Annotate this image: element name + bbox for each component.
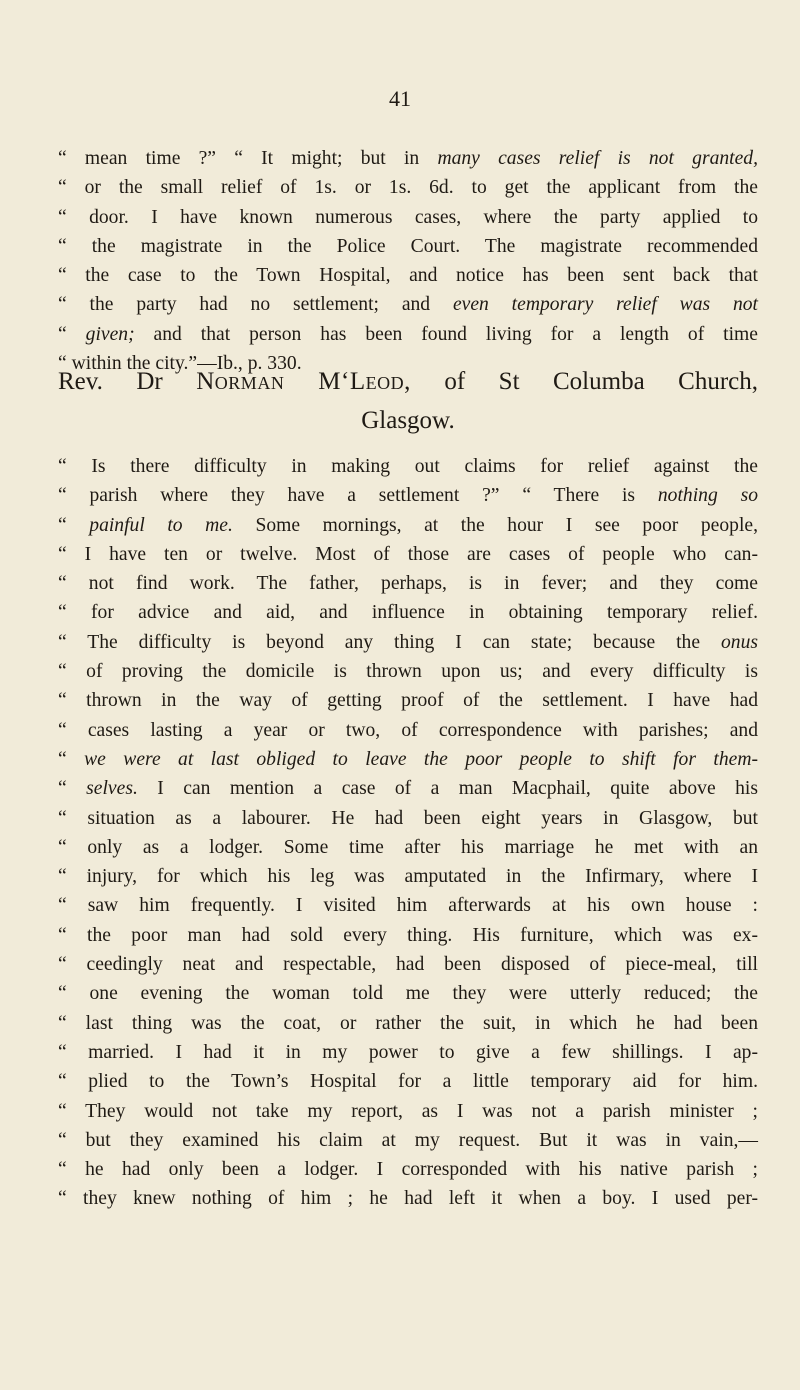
text-segment: and that person has been found living for a length of time: [134, 323, 758, 345]
text-segment: “ The difficulty is beyond any thing I can state; because the: [58, 631, 721, 653]
text-line: [58, 1097, 758, 1126]
text-segment: “ parish where they have a settlement ?” “ There is: [58, 485, 658, 507]
text-line: [58, 1184, 758, 1213]
text-line: [58, 569, 758, 598]
text-segment: “ or the small relief of 1s. or 1s. 6d. to get the applicant from the: [58, 177, 758, 199]
text-line: [58, 686, 758, 715]
text-line: [58, 774, 758, 803]
witness-heading: [58, 362, 758, 440]
italic-text: many cases relief is not granted,: [437, 148, 758, 169]
text-line: [58, 891, 758, 920]
text-segment: “ the magistrate in the Police Court. The magistrate recommended: [58, 235, 758, 257]
text-segment: I can mention a case of a man Macphail, quite above his: [137, 778, 758, 800]
text-segment: “ plied to the Town’s Hospital for a little temporary aid for him.: [58, 1071, 758, 1093]
text-line: [58, 481, 758, 510]
text-segment: “ not find work. The father, perhaps, is in fever; and they come: [58, 573, 758, 595]
text-segment: “: [58, 748, 85, 770]
text-segment: “ mean time ?” “ It might; but in: [58, 148, 438, 169]
text-line: [58, 745, 758, 774]
text-segment: “: [58, 778, 87, 800]
quotation-block-1: [58, 144, 758, 378]
text-segment: “ they knew nothing of him ; he had left it when a boy. I used per-: [58, 1188, 758, 1210]
italic-text: we were at last obliged to leave the poor people to shift for them-: [84, 748, 758, 770]
text-segment: “ the case to the Town Hospital, and notice has been sent back that: [58, 265, 758, 287]
text-line: [58, 628, 758, 657]
text-segment: “ I have ten or twelve. Most of those are cases of people who can-: [58, 543, 758, 565]
text-line: [58, 320, 758, 349]
text-segment: “ the poor man had sold every thing. His furniture, which was ex-: [58, 924, 758, 946]
text-line: [58, 173, 758, 202]
italic-text: even temporary relief was not: [452, 294, 758, 316]
page-number: 41: [389, 86, 411, 111]
italic-text: nothing so: [657, 485, 758, 507]
text-line: [58, 290, 758, 319]
witness-place: Glasgow.: [361, 407, 455, 434]
text-segment: “ within the city.”—Ib., p. 330.: [58, 353, 302, 375]
italic-text: painful to me.: [89, 514, 233, 536]
text-line: [58, 232, 758, 261]
text-segment: “ for advice and aid, and influence in obtaining temporary relief.: [58, 602, 758, 624]
text-line: [58, 1009, 758, 1038]
text-line: [58, 833, 758, 862]
text-line: [58, 540, 758, 569]
italic-text: onus: [720, 631, 758, 653]
text-segment: “ thrown in the way of getting proof of the settlement. I have had: [58, 690, 758, 712]
text-line: [58, 804, 758, 833]
italic-text: given;: [85, 323, 135, 345]
text-line: [58, 598, 758, 627]
text-segment: “ door. I have known numerous cases, where the party applied to: [58, 206, 758, 228]
text-line: [58, 511, 758, 540]
witness-name: Norman M‘Leod,: [196, 368, 411, 395]
text-line: [58, 1126, 758, 1155]
italic-text: selves.: [86, 778, 138, 800]
witness-church: of St Columba Church,: [410, 368, 758, 395]
text-segment: “ one evening the woman told me they were utterly reduced; the: [58, 983, 758, 1005]
text-line: [58, 203, 758, 232]
text-segment: “ of proving the domicile is thrown upon us; and every difficulty is: [58, 661, 758, 683]
text-line: [58, 1155, 758, 1184]
text-segment: “ last thing was the coat, or rather the suit, in which he had been: [58, 1012, 758, 1034]
text-segment: “ the party had no settlement; and: [58, 294, 453, 316]
text-segment: “ ceedingly neat and respectable, had been disposed of piece-meal, till: [58, 954, 758, 976]
text-segment: “ cases lasting a year or two, of correspondence with parishes; and: [58, 719, 758, 741]
text-line: [58, 862, 758, 891]
text-segment: “ married. I had it in my power to give a few shillings. I ap-: [58, 1041, 758, 1063]
text-segment: “ saw him frequently. I visited him afterwards at his own house :: [58, 895, 758, 917]
text-segment: “ but they examined his claim at my request. But it was in vain,—: [58, 1129, 758, 1151]
text-segment: “: [58, 323, 86, 345]
text-line: [58, 144, 758, 173]
text-segment: “: [58, 514, 90, 536]
witness-heading-line-1: [58, 362, 758, 401]
text-line: [58, 979, 758, 1008]
text-segment: Some mornings, at the hour I see poor people,: [232, 514, 759, 536]
text-line: [58, 716, 758, 745]
text-segment: “ injury, for which his leg was amputated in the Infirmary, where I: [58, 866, 758, 888]
text-line: [58, 1067, 758, 1096]
text-line: [58, 921, 758, 950]
quotation-block-2: [58, 452, 758, 1214]
witness-title: Rev. Dr: [58, 368, 197, 395]
text-line: [58, 452, 758, 481]
text-segment: “ Is there difficulty in making out claims for relief against the: [58, 456, 758, 477]
text-line: [58, 1038, 758, 1067]
text-line: [58, 950, 758, 979]
text-segment: “ They would not take my report, as I was not a parish minister ;: [58, 1100, 758, 1122]
text-line: [58, 261, 758, 290]
text-line: [58, 657, 758, 686]
text-segment: “ he had only been a lodger. I corresponded with his native parish ;: [58, 1159, 758, 1181]
text-segment: “ situation as a labourer. He had been eight years in Glasgow, but: [58, 807, 758, 829]
text-segment: “ only as a lodger. Some time after his marriage he met with an: [58, 836, 758, 858]
